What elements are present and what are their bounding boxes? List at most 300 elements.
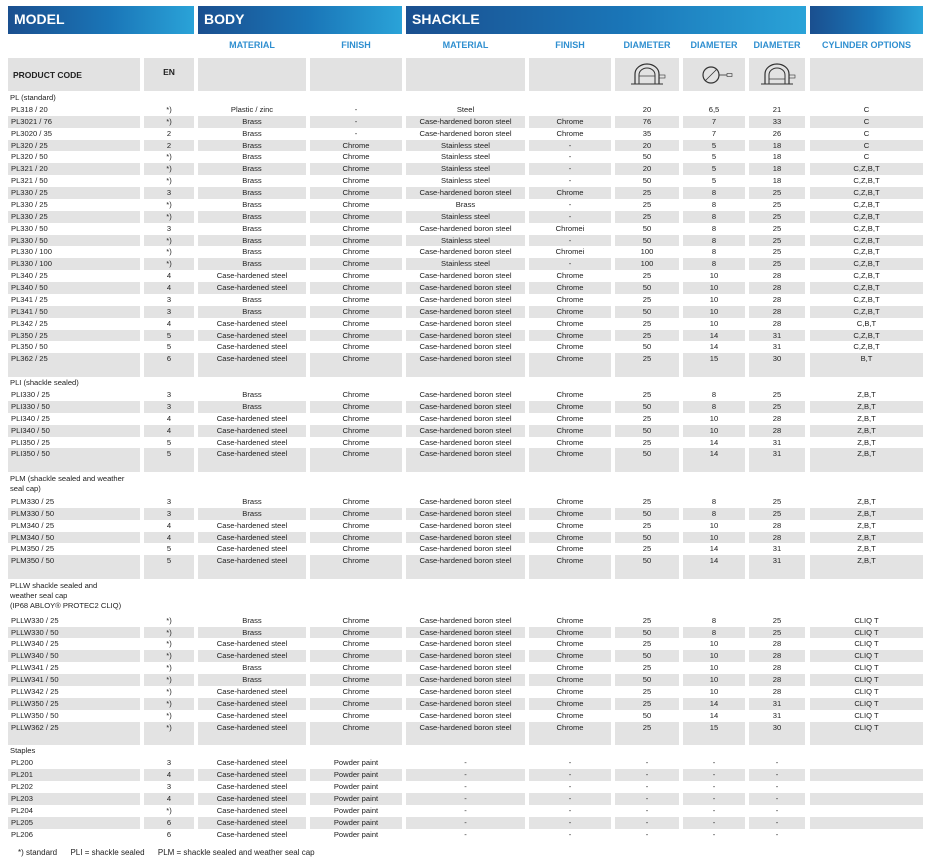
- en-class-cell: 5: [166, 437, 172, 447]
- diameter-2-cell: 14: [709, 710, 719, 720]
- diameter-3-cell: 25: [772, 211, 782, 221]
- product-code-cell: PLLW330 / 25: [11, 615, 59, 625]
- table-row: [0, 151, 931, 163]
- shackle-material-cell: -: [464, 829, 467, 839]
- diameter-3-cell: -: [775, 817, 779, 827]
- row-cell-bg: [406, 365, 525, 377]
- diameter-2-cell: 7: [711, 116, 717, 126]
- diameter-1-cell: 25: [642, 615, 652, 625]
- section-spacer: [0, 460, 931, 472]
- row-cell-bg: [310, 567, 402, 579]
- diameter-3-cell: -: [775, 793, 779, 803]
- table-row: [0, 353, 931, 365]
- body-finish-cell: Chrome: [342, 271, 370, 281]
- row-cell-bg: [529, 365, 611, 377]
- cylinder-options-cell: Z,B,T: [857, 449, 876, 459]
- diameter-2-cell: 8: [711, 188, 717, 198]
- en-class-cell: 6: [166, 354, 172, 364]
- product-code-cell: PL340 / 25: [11, 271, 48, 281]
- table-row: [0, 769, 931, 781]
- body-finish-cell: Chrome: [342, 687, 370, 696]
- body-material-cell: Brass: [242, 176, 262, 186]
- row-cell-bg: [144, 734, 194, 746]
- en-class-cell: 4: [166, 425, 172, 435]
- shackle-diameter-diagram-icon: [683, 58, 745, 91]
- row-cell-bg: [198, 734, 306, 746]
- shackle-finish-cell: Chrome: [556, 401, 584, 411]
- body-finish-cell: Powder paint: [333, 817, 379, 827]
- cylinder-options-cell: C,Z,B,T: [853, 330, 880, 340]
- diameter-3-cell: 25: [772, 627, 782, 637]
- diameter-1-cell: 25: [642, 211, 652, 221]
- diameter-3-cell: 28: [772, 271, 782, 281]
- body-material-cell: Case-hardened steel: [216, 758, 288, 768]
- shackle-finish-cell: -: [568, 817, 572, 827]
- en-class-cell: *): [166, 176, 172, 186]
- shackle-finish-cell: Chrome: [556, 627, 584, 637]
- header-body-label: BODY: [204, 11, 245, 27]
- shackle-material-cell: Case-hardened boron steel: [419, 128, 512, 138]
- row-cell-bg: [615, 567, 679, 579]
- table-row: [0, 413, 931, 425]
- diameter-1-cell: -: [645, 829, 649, 839]
- shackle-material-cell: Case-hardened boron steel: [419, 663, 512, 673]
- body-material-cell: Case-hardened steel: [216, 782, 288, 792]
- table-row: [0, 116, 931, 128]
- product-code-cell: PL330 / 50: [11, 223, 48, 233]
- cylinder-options-cell: [810, 781, 923, 793]
- shackle-material-cell: Case-hardened boron steel: [419, 532, 512, 542]
- diameter-2-cell: 14: [709, 342, 719, 352]
- diameter-3-cell: 31: [772, 449, 782, 459]
- diameter-2-cell: -: [712, 829, 716, 839]
- diameter-1-cell: 50: [642, 401, 652, 411]
- product-code-cell: PL321 / 50: [11, 176, 48, 186]
- table-row: [0, 235, 931, 247]
- shackle-material-cell: Case-hardened boron steel: [419, 330, 512, 340]
- diameter-2-cell: 14: [709, 698, 719, 708]
- body-finish-cell: Chrome: [342, 211, 370, 221]
- product-code-cell: PLM330 / 25: [11, 496, 55, 506]
- product-code-cell: PLLW362 / 25: [11, 722, 59, 732]
- diameter-3-cell: 25: [772, 615, 782, 625]
- body-material-header-cell: [198, 58, 306, 91]
- diameter-3-cell: -: [775, 758, 779, 768]
- shackle-finish-cell: Chrome: [556, 520, 584, 530]
- diameter-2-cell: 10: [709, 520, 719, 530]
- diameter-1-cell: 25: [642, 544, 652, 554]
- cylinder-options-cell: Z,B,T: [857, 532, 876, 542]
- diameter-1-header-cell: [615, 58, 679, 91]
- en-class-cell: *): [166, 663, 172, 673]
- header-model-label: MODEL: [14, 11, 65, 27]
- table-row: [0, 318, 931, 330]
- diameter-2-cell: 10: [709, 413, 719, 423]
- diameter-2-cell: 14: [709, 556, 719, 566]
- diameter-3-cell: 28: [772, 663, 782, 673]
- subheader-diameter-2: DIAMETER: [690, 40, 738, 50]
- diameter-1-cell: 50: [642, 627, 652, 637]
- diameter-1-cell: 50: [642, 176, 652, 186]
- body-material-cell: Brass: [242, 235, 262, 245]
- cylinder-options-cell: C,Z,B,T: [853, 223, 880, 233]
- shackle-finish-cell: -: [568, 793, 572, 803]
- product-code-cell: PL330 / 25: [11, 211, 48, 221]
- shackle-finish-cell: Chrome: [556, 508, 584, 518]
- body-finish-cell: Chrome: [342, 259, 370, 269]
- diameter-2-cell: 5: [711, 152, 717, 162]
- shackle-finish-cell: Chrome: [556, 116, 584, 126]
- diameter-3-cell: 28: [772, 294, 782, 304]
- shackle-finish-cell: Chrome: [556, 710, 584, 720]
- shackle-material-cell: Case-hardened boron steel: [419, 223, 512, 233]
- diameter-3-cell: 28: [772, 639, 782, 649]
- diameter-3-cell: -: [775, 782, 779, 792]
- section-title: Staples: [10, 746, 36, 756]
- cylinder-options-cell: CLIQ T: [854, 675, 879, 685]
- diameter-3-cell: 31: [772, 342, 782, 352]
- shackle-finish-cell: Chrome: [556, 698, 584, 708]
- diameter-3-cell: 28: [772, 675, 782, 685]
- shackle-finish-cell: -: [568, 140, 572, 150]
- shackle-finish-cell: Chrome: [556, 496, 584, 506]
- diameter-3-cell: 25: [772, 390, 782, 399]
- diameter-1-cell: 25: [642, 354, 652, 364]
- body-material-cell: Case-hardened steel: [216, 556, 288, 566]
- diameter-1-cell: 20: [642, 164, 652, 174]
- diameter-3-cell: 31: [772, 544, 782, 554]
- product-code-cell: PLLW341 / 25: [11, 663, 59, 673]
- shackle-material-cell: Case-hardened boron steel: [419, 508, 512, 518]
- diameter-2-cell: 8: [711, 235, 717, 245]
- body-material-cell: Case-hardened steel: [216, 770, 288, 780]
- en-class-cell: 3: [166, 782, 172, 792]
- table-row: [0, 781, 931, 793]
- body-material-cell: Brass: [242, 390, 262, 399]
- row-cell-bg: [529, 460, 611, 472]
- shackle-material-cell: -: [464, 793, 467, 803]
- diameter-1-cell: 50: [642, 449, 652, 459]
- body-finish-cell: -: [354, 116, 358, 126]
- diameter-1-cell: 25: [642, 390, 652, 399]
- cylinder-options-cell: C: [863, 116, 870, 126]
- en-class-cell: 5: [166, 342, 172, 352]
- cylinder-options-cell: Z,B,T: [857, 401, 876, 411]
- diameter-3-cell: 25: [772, 259, 782, 269]
- subheader-diameter-3: DIAMETER: [753, 40, 801, 50]
- shackle-material-cell: Case-hardened boron steel: [419, 188, 512, 198]
- body-material-cell: Case-hardened steel: [216, 318, 288, 328]
- shackle-finish-cell: Chrome: [556, 128, 584, 138]
- shackle-finish-cell: Chrome: [556, 342, 584, 352]
- body-material-cell: Case-hardened steel: [216, 413, 288, 423]
- cylinder-options-cell: C: [863, 152, 870, 162]
- row-cell-bg: [406, 734, 525, 746]
- table-row: [0, 163, 931, 175]
- diameter-1-cell: 50: [642, 532, 652, 542]
- section-title: PLM (shackle sealed and weather seal cap): [10, 474, 125, 494]
- body-finish-cell: Chrome: [342, 722, 370, 732]
- table-row: [0, 722, 931, 734]
- diameter-3-cell: 31: [772, 437, 782, 447]
- body-material-cell: Brass: [242, 199, 262, 209]
- diameter-3-cell: 18: [772, 140, 782, 150]
- shackle-material-cell: Case-hardened boron steel: [419, 639, 512, 649]
- shackle-material-cell: Brass: [455, 199, 476, 209]
- section-spacer: [0, 365, 931, 377]
- body-material-cell: Case-hardened steel: [216, 722, 288, 732]
- diameter-2-cell: 14: [709, 449, 719, 459]
- body-finish-cell: Powder paint: [333, 770, 379, 780]
- diameter-2-cell: 10: [709, 283, 719, 293]
- table-row: [0, 686, 931, 698]
- diameter-1-cell: 50: [642, 342, 652, 352]
- en-class-cell: *): [166, 247, 172, 257]
- product-code-cell: PL202: [11, 782, 33, 792]
- row-cell-bg: [8, 567, 140, 579]
- body-finish-cell: Chrome: [342, 627, 370, 637]
- diameter-2-cell: 14: [709, 330, 719, 340]
- diameter-1-cell: 76: [642, 116, 652, 126]
- row-cell-bg: [8, 460, 140, 472]
- shackle-finish-cell: Chrome: [556, 639, 584, 649]
- cylinder-options-cell: [810, 757, 923, 769]
- shackle-material-cell: Stainless steel: [441, 152, 490, 162]
- shackle-finish-cell: Chrome: [556, 425, 584, 435]
- body-material-cell: Brass: [242, 615, 262, 625]
- shackle-material-cell: Stainless steel: [441, 140, 490, 150]
- diameter-3-header-cell: [749, 58, 805, 91]
- body-finish-cell: Chrome: [342, 140, 370, 150]
- shackle-material-cell: Case-hardened boron steel: [419, 615, 512, 625]
- shackle-material-cell: Case-hardened boron steel: [419, 354, 512, 364]
- shackle-material-cell: Case-hardened boron steel: [419, 425, 512, 435]
- en-class-cell: *): [166, 199, 172, 209]
- body-finish-cell: Chrome: [342, 164, 370, 174]
- diameter-1-cell: 25: [642, 294, 652, 304]
- body-finish-cell: Chrome: [342, 223, 370, 233]
- diameter-3-cell: -: [775, 805, 779, 815]
- shackle-finish-cell: -: [568, 259, 572, 269]
- diameter-3-cell: -: [775, 770, 779, 780]
- cylinder-options-cell: C,Z,B,T: [853, 271, 880, 281]
- table-row: [0, 211, 931, 223]
- body-finish-cell: Chrome: [342, 413, 370, 423]
- row-cell-bg: [144, 567, 194, 579]
- en-class-cell: *): [166, 698, 172, 708]
- shackle-material-cell: Case-hardened boron steel: [419, 651, 512, 661]
- diameter-3-cell: 25: [772, 247, 782, 257]
- diameter-3-cell: 18: [772, 152, 782, 162]
- diameter-2-cell: 10: [709, 532, 719, 542]
- body-material-cell: Brass: [242, 294, 262, 304]
- row-cell-bg: [310, 460, 402, 472]
- body-finish-cell: Chrome: [342, 615, 370, 625]
- header-model: [8, 6, 194, 34]
- body-material-cell: Brass: [242, 401, 262, 411]
- diameter-1-cell: -: [645, 758, 649, 768]
- shackle-finish-cell: Chrome: [556, 354, 584, 364]
- shackle-material-cell: Case-hardened boron steel: [419, 496, 512, 506]
- shackle-material-cell: Case-hardened boron steel: [419, 342, 512, 352]
- diameter-2-cell: 10: [709, 651, 719, 661]
- diameter-2-cell: 14: [709, 437, 719, 447]
- body-finish-cell: Powder paint: [333, 793, 379, 803]
- row-cell-bg: [310, 365, 402, 377]
- body-material-cell: Brass: [242, 259, 262, 269]
- product-code-cell: PLI330 / 25: [11, 390, 50, 399]
- shackle-finish-cell: -: [568, 152, 572, 162]
- body-material-cell: Case-hardened steel: [216, 425, 288, 435]
- product-code-cell: PLLW350 / 25: [11, 698, 59, 708]
- shackle-material-cell: Case-hardened boron steel: [419, 556, 512, 566]
- diameter-2-cell: 7: [711, 128, 717, 138]
- diameter-3-cell: 31: [772, 710, 782, 720]
- body-finish-cell: Chrome: [342, 401, 370, 411]
- table-row: [0, 199, 931, 211]
- footer-legend: *) standard PLI = shackle sealed PLM = shackle sealed and weather seal cap: [18, 848, 315, 857]
- row-cell-bg: [749, 734, 805, 746]
- shackle-width-diagram-icon: [615, 58, 679, 91]
- diameter-2-cell: 10: [709, 675, 719, 685]
- shackle-finish-cell: Chrome: [556, 390, 584, 399]
- shackle-material-cell: Case-hardened boron steel: [419, 520, 512, 530]
- diameter-2-cell: 14: [709, 544, 719, 554]
- shackle-material-cell: Stainless steel: [441, 164, 490, 174]
- cylinder-options-cell: [810, 769, 923, 781]
- diameter-3-cell: 28: [772, 651, 782, 661]
- row-cell-bg: [8, 365, 140, 377]
- row-cell-bg: [749, 567, 805, 579]
- body-material-cell: Plastic / zinc: [230, 104, 274, 114]
- shackle-finish-cell: Chrome: [556, 449, 584, 459]
- row-cell-bg: [8, 734, 140, 746]
- shackle-material-cell: Case-hardened boron steel: [419, 627, 512, 637]
- shackle-finish-cell: -: [568, 805, 572, 815]
- shackle-finish-cell: Chrome: [556, 544, 584, 554]
- cylinder-options-cell: CLIQ T: [854, 651, 879, 661]
- en-class-cell: 5: [166, 330, 172, 340]
- en-header: [144, 58, 194, 91]
- shackle-finish-cell: -: [568, 758, 572, 768]
- row-cell-bg: [683, 365, 745, 377]
- shackle-material-cell: Case-hardened boron steel: [419, 390, 512, 399]
- body-material-cell: Case-hardened steel: [216, 354, 288, 364]
- body-finish-cell: Chrome: [342, 651, 370, 661]
- shackle-finish-cell: Chrome: [556, 437, 584, 447]
- shackle-finish-cell: Chrome: [556, 271, 584, 281]
- diameter-3-cell: 28: [772, 532, 782, 542]
- product-code-cell: PLM350 / 50: [11, 556, 55, 566]
- diameter-2-cell: 5: [711, 176, 717, 186]
- cylinder-options-cell: C,Z,B,T: [853, 211, 880, 221]
- diameter-1-cell: 50: [642, 235, 652, 245]
- table-row: [0, 698, 931, 710]
- section-spacer: [0, 567, 931, 579]
- en-class-cell: 2: [166, 128, 172, 138]
- body-material-cell: Case-hardened steel: [216, 698, 288, 708]
- shackle-material-cell: Case-hardened boron steel: [419, 449, 512, 459]
- shackle-finish-cell: Chrome: [556, 306, 584, 316]
- cylinder-options-cell: C,Z,B,T: [853, 199, 880, 209]
- table-row: [0, 638, 931, 650]
- body-finish-cell: Powder paint: [333, 758, 379, 768]
- subheader-cylinder-options: CYLINDER OPTIONS: [821, 40, 911, 50]
- diameter-1-cell: 25: [642, 330, 652, 340]
- row-cell-bg: [529, 567, 611, 579]
- diameter-3-cell: 31: [772, 556, 782, 566]
- en-class-cell: *): [166, 211, 172, 221]
- body-material-cell: Case-hardened steel: [216, 520, 288, 530]
- shackle-material-cell: Stainless steel: [441, 235, 490, 245]
- diameter-2-cell: 10: [709, 425, 719, 435]
- section-title: PLLW shackle sealed and weather seal cap (IP68 ABLOY® PROTEC2 CLIQ): [10, 581, 122, 611]
- body-material-cell: Case-hardened steel: [216, 793, 288, 803]
- body-material-cell: Brass: [242, 306, 262, 316]
- product-code-cell: PL320 / 50: [11, 152, 48, 162]
- body-finish-cell: Chrome: [342, 710, 370, 720]
- diameter-2-cell: -: [712, 793, 716, 803]
- diameter-2-cell: -: [712, 770, 716, 780]
- body-finish-cell: -: [354, 104, 358, 114]
- diameter-2-cell: 10: [709, 318, 719, 328]
- product-code-cell: PL330 / 25: [11, 199, 48, 209]
- product-code-cell: PL206: [11, 829, 33, 839]
- diameter-2-cell: 8: [711, 223, 717, 233]
- product-code-cell: PL362 / 25: [11, 354, 48, 364]
- row-cell-bg: [810, 734, 923, 746]
- diameter-3-cell: 28: [772, 283, 782, 293]
- en-class-cell: *): [166, 116, 172, 126]
- shackle-material-cell: Case-hardened boron steel: [419, 413, 512, 423]
- row-cell-bg: [198, 460, 306, 472]
- shackle-finish-cell: Chrome: [556, 675, 584, 685]
- product-code-cell: PL204: [11, 805, 33, 815]
- product-code-cell: PL341 / 25: [11, 294, 48, 304]
- table-row: [0, 330, 931, 342]
- row-cell-bg: [615, 365, 679, 377]
- body-material-cell: Case-hardened steel: [216, 829, 288, 839]
- en-class-cell: 4: [166, 283, 172, 293]
- en-class-cell: 4: [166, 770, 172, 780]
- table-row: [0, 555, 931, 567]
- diameter-2-cell: 8: [711, 401, 717, 411]
- table-row: [0, 294, 931, 306]
- en-class-cell: *): [166, 235, 172, 245]
- diameter-3-cell: 26: [772, 128, 782, 138]
- en-class-cell: *): [166, 710, 172, 720]
- cylinder-options-cell: [810, 805, 923, 817]
- diameter-2-header-cell: [683, 58, 745, 91]
- body-material-cell: Brass: [242, 152, 262, 162]
- body-material-cell: Brass: [242, 247, 262, 257]
- diameter-2-cell: 5: [711, 140, 717, 150]
- diameter-3-cell: 25: [772, 401, 782, 411]
- table-row: [0, 710, 931, 722]
- en-class-cell: *): [166, 651, 172, 661]
- shackle-finish-cell: [529, 104, 611, 116]
- body-finish-cell: -: [354, 128, 358, 138]
- product-code-cell: PLLW340 / 50: [11, 651, 59, 661]
- product-code-header: [8, 58, 140, 91]
- cylinder-options-cell: C,Z,B,T: [853, 283, 880, 293]
- body-material-cell: Brass: [242, 128, 262, 138]
- row-cell-bg: [310, 734, 402, 746]
- shackle-material-cell: Case-hardened boron steel: [419, 116, 512, 126]
- diameter-3-cell: 21: [772, 104, 782, 114]
- cylinder-options-cell: Z,B,T: [857, 556, 876, 566]
- body-finish-cell: Chrome: [342, 176, 370, 186]
